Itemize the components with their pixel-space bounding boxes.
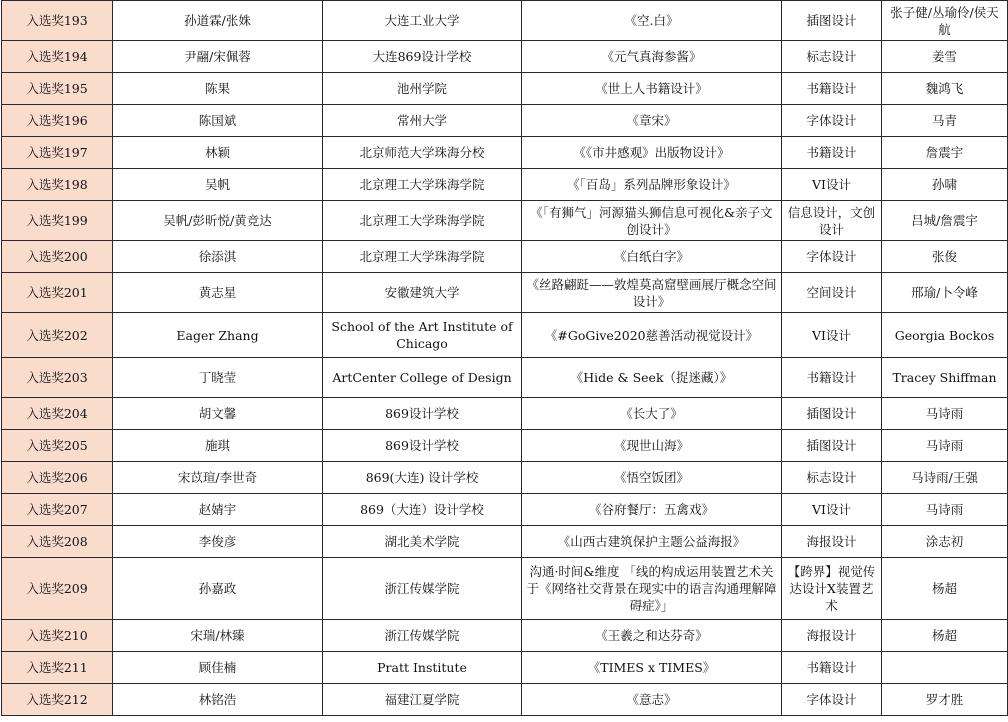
school-cell: 869设计学校 xyxy=(323,430,522,462)
table-row xyxy=(2,558,1008,620)
authors-cell: 林颖 xyxy=(113,137,323,169)
table-row xyxy=(2,169,1008,201)
authors-cell: 吴帆 xyxy=(113,169,323,201)
award-cell: 入选奖205 xyxy=(2,430,113,462)
advisor-cell: 邢瑜/卜令峰 xyxy=(882,273,1008,313)
advisor-cell: 马诗雨 xyxy=(882,494,1008,526)
authors-cell: 李俊彦 xyxy=(113,526,323,558)
table-row xyxy=(2,526,1008,558)
school-cell: 浙江传媒学院 xyxy=(323,620,522,652)
category-cell: 【跨界】视觉传达设计X装置艺术 xyxy=(782,558,882,620)
category-cell: VI设计 xyxy=(782,494,882,526)
table-row xyxy=(2,358,1008,398)
work-cell: 《长大了》 xyxy=(522,398,782,430)
advisor-cell: 张子健/丛瑜伶/侯天航 xyxy=(882,1,1008,41)
category-cell: 书籍设计 xyxy=(782,358,882,398)
table-row xyxy=(2,684,1008,716)
work-cell: 《《市井感观》出版物设计》 xyxy=(522,137,782,169)
advisor-cell: 马诗雨 xyxy=(882,430,1008,462)
work-cell: 《谷府餐厅：五禽戏》 xyxy=(522,494,782,526)
school-cell: 北京理工大学珠海学院 xyxy=(323,241,522,273)
work-cell: 《世上人书籍设计》 xyxy=(522,73,782,105)
award-cell: 入选奖200 xyxy=(2,241,113,273)
authors-cell: 陈果 xyxy=(113,73,323,105)
award-cell: 入选奖203 xyxy=(2,358,113,398)
school-cell: 大连869设计学校 xyxy=(323,41,522,73)
table-row xyxy=(2,430,1008,462)
award-cell: 入选奖195 xyxy=(2,73,113,105)
category-cell: 插图设计 xyxy=(782,1,882,41)
table-row xyxy=(2,1,1008,41)
work-cell: 《悟空饭团》 xyxy=(522,462,782,494)
work-cell: 《空.白》 xyxy=(522,1,782,41)
table-row xyxy=(2,105,1008,137)
award-cell: 入选奖199 xyxy=(2,201,113,241)
table-row xyxy=(2,494,1008,526)
work-cell: 《TIMES x TIMES》 xyxy=(522,652,782,684)
awards-table xyxy=(1,0,1008,716)
award-cell: 入选奖209 xyxy=(2,558,113,620)
school-cell: 常州大学 xyxy=(323,105,522,137)
authors-cell: 孙嘉政 xyxy=(113,558,323,620)
authors-cell: 林铭浩 xyxy=(113,684,323,716)
award-cell: 入选奖197 xyxy=(2,137,113,169)
category-cell: 空间设计 xyxy=(782,273,882,313)
school-cell: 869（大连）设计学校 xyxy=(323,494,522,526)
category-cell: 字体设计 xyxy=(782,241,882,273)
authors-cell: 丁晓莹 xyxy=(113,358,323,398)
work-cell: 《王羲之和达芬奇》 xyxy=(522,620,782,652)
table-row xyxy=(2,398,1008,430)
authors-cell: 陈国斌 xyxy=(113,105,323,137)
table-row xyxy=(2,137,1008,169)
advisor-cell xyxy=(882,652,1008,684)
school-cell: 869(大连) 设计学校 xyxy=(323,462,522,494)
award-cell: 入选奖204 xyxy=(2,398,113,430)
category-cell: 海报设计 xyxy=(782,526,882,558)
authors-cell: 胡文馨 xyxy=(113,398,323,430)
table-row xyxy=(2,313,1008,358)
work-cell: 《「有狮气」河源猫头狮信息可视化&亲子文创设计》 xyxy=(522,201,782,241)
advisor-cell: 杨超 xyxy=(882,558,1008,620)
school-cell: 池州学院 xyxy=(323,73,522,105)
work-cell: 《Hide & Seek（捉迷藏）》 xyxy=(522,358,782,398)
category-cell: 插图设计 xyxy=(782,398,882,430)
advisor-cell: 姜雪 xyxy=(882,41,1008,73)
authors-cell: Eager Zhang xyxy=(113,313,323,358)
school-cell: 北京理工大学珠海学院 xyxy=(323,169,522,201)
category-cell: 书籍设计 xyxy=(782,652,882,684)
awards-table-body xyxy=(2,1,1008,716)
school-cell: 869设计学校 xyxy=(323,398,522,430)
award-cell: 入选奖202 xyxy=(2,313,113,358)
authors-cell: 吴帆/彭昕悦/黄竞达 xyxy=(113,201,323,241)
advisor-cell: 吕城/詹震宇 xyxy=(882,201,1008,241)
school-cell: 浙江传媒学院 xyxy=(323,558,522,620)
school-cell: 福建江夏学院 xyxy=(323,684,522,716)
advisor-cell: 詹震宇 xyxy=(882,137,1008,169)
category-cell: VI设计 xyxy=(782,169,882,201)
advisor-cell: 马青 xyxy=(882,105,1008,137)
school-cell: 北京理工大学珠海学院 xyxy=(323,201,522,241)
advisor-cell: 杨超 xyxy=(882,620,1008,652)
advisor-cell: 马诗雨 xyxy=(882,398,1008,430)
category-cell: 信息设计，文创设计 xyxy=(782,201,882,241)
table-row xyxy=(2,620,1008,652)
work-cell: 《元气真海参酱》 xyxy=(522,41,782,73)
award-cell: 入选奖198 xyxy=(2,169,113,201)
category-cell: 海报设计 xyxy=(782,620,882,652)
award-cell: 入选奖196 xyxy=(2,105,113,137)
school-cell: Pratt Institute xyxy=(323,652,522,684)
work-cell: 《#GoGive2020慈善活动视觉设计》 xyxy=(522,313,782,358)
work-cell: 《现世山海》 xyxy=(522,430,782,462)
school-cell: 湖北美术学院 xyxy=(323,526,522,558)
school-cell: 北京师范大学珠海分校 xyxy=(323,137,522,169)
advisor-cell: 孙啸 xyxy=(882,169,1008,201)
school-cell: 安徽建筑大学 xyxy=(323,273,522,313)
authors-cell: 赵婧宇 xyxy=(113,494,323,526)
work-cell: 沟通·时间&维度 「线的构成运用装置艺术关于《网络社交背景在现实中的语言沟通理解障碍症》」 xyxy=(522,558,782,620)
work-cell: 《山西古建筑保护主题公益海报》 xyxy=(522,526,782,558)
advisor-cell: Georgia Bockos xyxy=(882,313,1008,358)
category-cell: 标志设计 xyxy=(782,41,882,73)
table-row xyxy=(2,273,1008,313)
category-cell: 书籍设计 xyxy=(782,137,882,169)
award-cell: 入选奖206 xyxy=(2,462,113,494)
table-row xyxy=(2,73,1008,105)
school-cell: School of the Art Institute of Chicago xyxy=(323,313,522,358)
category-cell: 插图设计 xyxy=(782,430,882,462)
award-cell: 入选奖210 xyxy=(2,620,113,652)
advisor-cell: 马诗雨/王强 xyxy=(882,462,1008,494)
award-cell: 入选奖194 xyxy=(2,41,113,73)
award-cell: 入选奖212 xyxy=(2,684,113,716)
authors-cell: 徐添淇 xyxy=(113,241,323,273)
work-cell: 《「百岛」系列品牌形象设计》 xyxy=(522,169,782,201)
award-cell: 入选奖208 xyxy=(2,526,113,558)
award-cell: 入选奖201 xyxy=(2,273,113,313)
category-cell: 书籍设计 xyxy=(782,73,882,105)
school-cell: ArtCenter College of Design xyxy=(323,358,522,398)
category-cell: VI设计 xyxy=(782,313,882,358)
table-row xyxy=(2,462,1008,494)
school-cell: 大连工业大学 xyxy=(323,1,522,41)
award-cell: 入选奖207 xyxy=(2,494,113,526)
authors-cell: 顾佳楠 xyxy=(113,652,323,684)
category-cell: 标志设计 xyxy=(782,462,882,494)
table-row xyxy=(2,652,1008,684)
advisor-cell: 张俊 xyxy=(882,241,1008,273)
award-cell: 入选奖211 xyxy=(2,652,113,684)
work-cell: 《章宋》 xyxy=(522,105,782,137)
advisor-cell: Tracey Shiffman xyxy=(882,358,1008,398)
advisor-cell: 魏鸿飞 xyxy=(882,73,1008,105)
authors-cell: 尹翮/宋佩蓉 xyxy=(113,41,323,73)
award-cell: 入选奖193 xyxy=(2,1,113,41)
advisor-cell: 涂志初 xyxy=(882,526,1008,558)
table-row xyxy=(2,201,1008,241)
work-cell: 《丝路翩跹——敦煌莫高窟壁画展厅概念空间设计》 xyxy=(522,273,782,313)
category-cell: 字体设计 xyxy=(782,684,882,716)
authors-cell: 宋苡瑄/李世奇 xyxy=(113,462,323,494)
table-row xyxy=(2,241,1008,273)
authors-cell: 黄志星 xyxy=(113,273,323,313)
authors-cell: 宋瑞/林臻 xyxy=(113,620,323,652)
authors-cell: 施琪 xyxy=(113,430,323,462)
work-cell: 《白纸白字》 xyxy=(522,241,782,273)
work-cell: 《意志》 xyxy=(522,684,782,716)
table-row xyxy=(2,41,1008,73)
advisor-cell: 罗才胜 xyxy=(882,684,1008,716)
category-cell: 字体设计 xyxy=(782,105,882,137)
authors-cell: 孙道霖/张姝 xyxy=(113,1,323,41)
